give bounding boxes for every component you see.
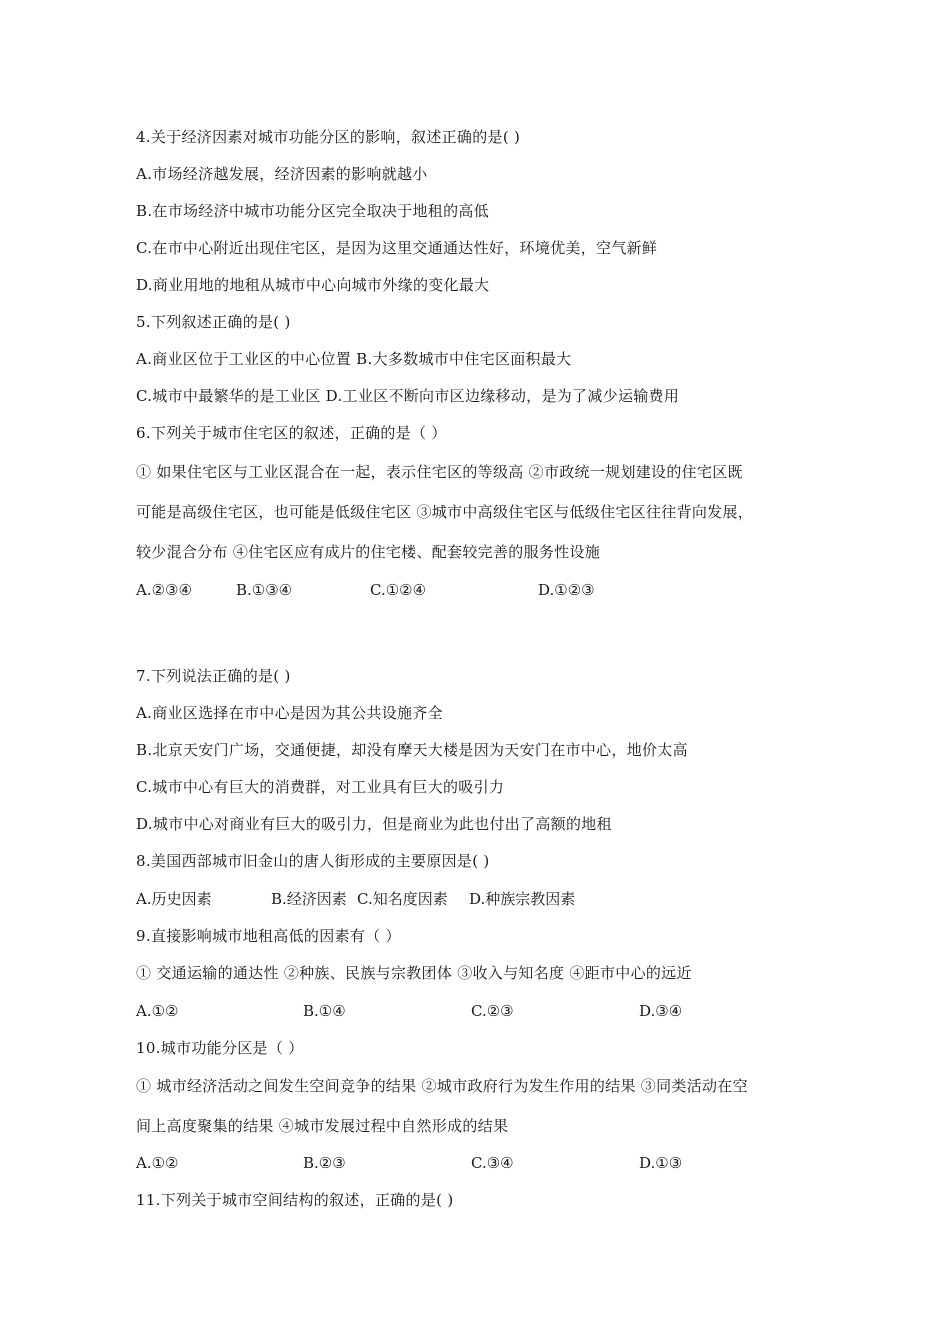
question-9-body-line-1: ① 交通运输的通达性 ②种族、民族与宗教团体 ③收入与知名度 ④距市中心的远近	[136, 964, 692, 982]
question-7-option-c: C.城市中心有巨大的消费群，对工业具有巨大的吸引力	[136, 778, 505, 796]
question-10-choice-a: A.①②	[136, 1154, 179, 1172]
question-7-option-b: B.北京天安门广场，交通便捷，却没有摩天大楼是因为天安门在市中心，地价太高	[136, 741, 688, 759]
question-8-choice-a: A.历史因素	[136, 890, 212, 908]
question-9-choice-a: A.①②	[136, 1002, 179, 1020]
question-10-choice-d: D.①③	[639, 1154, 683, 1172]
question-7-option-d: D.城市中心对商业有巨大的吸引力，但是商业为此也付出了高额的地租	[136, 815, 612, 833]
question-4-stem: 4.关于经济因素对城市功能分区的影响，叙述正确的是( )	[136, 128, 521, 146]
question-6-stem: 6.下列关于城市住宅区的叙述，正确的是（ ）	[136, 424, 447, 442]
question-10-body-line-2: 间上高度聚集的结果 ④城市发展过程中自然形成的结果	[136, 1117, 509, 1135]
question-9-choice-b: B.①④	[303, 1002, 346, 1020]
question-7-option-a: A.商业区选择在市中心是因为其公共设施齐全	[136, 704, 443, 722]
question-4-option-d: D.商业用地的地租从城市中心向城市外缘的变化最大	[136, 276, 490, 294]
question-8-choice-b: B.经济因素	[271, 890, 347, 908]
question-9-choice-d: D.③④	[639, 1002, 683, 1020]
question-10-choice-c: C.③④	[471, 1154, 514, 1172]
question-4-option-a: A.市场经济越发展，经济因素的影响就越小	[136, 165, 428, 183]
question-7-stem: 7.下列说法正确的是( )	[136, 667, 291, 685]
question-5-stem: 5.下列叙述正确的是( )	[136, 313, 291, 331]
question-6-choice-b: B.①③④	[236, 581, 293, 599]
question-6-body-line-1: ① 如果住宅区与工业区混合在一起，表示住宅区的等级高 ②市政统一规划建设的住宅区既	[136, 463, 743, 481]
question-9-stem: 9.直接影响城市地租高低的因素有（ ）	[136, 927, 401, 945]
question-8-choice-c: C.知名度因素	[357, 890, 448, 908]
question-6-choice-a: A.②③④	[136, 581, 192, 599]
question-6-choice-c: C.①②④	[370, 581, 427, 599]
question-6-choice-d: D.①②③	[538, 581, 595, 599]
question-8-choice-d: D.种族宗教因素	[469, 890, 576, 908]
question-10-stem: 10.城市功能分区是（ ）	[136, 1039, 304, 1057]
question-8-stem: 8.美国西部城市旧金山的唐人街形成的主要原因是( )	[136, 852, 490, 870]
question-10-choice-b: B.②③	[303, 1154, 346, 1172]
question-6-body-line-2: 可能是高级住宅区，也可能是低级住宅区 ③城市中高级住宅区与低级住宅区往往背向发展，	[136, 503, 754, 521]
question-4-option-c: C.在市中心附近出现住宅区，是因为这里交通通达性好，环境优美，空气新鲜	[136, 239, 658, 257]
question-5-options-cd: C.城市中最繁华的是工业区 D.工业区不断向市区边缘移动，是为了减少运输费用	[136, 387, 680, 405]
question-9-choice-c: C.②③	[471, 1002, 514, 1020]
question-6-body-line-3: 较少混合分布 ④住宅区应有成片的住宅楼、配套较完善的服务性设施	[136, 543, 601, 561]
question-10-body-line-1: ① 城市经济活动之间发生空间竞争的结果 ②城市政府行为发生作用的结果 ③同类活动在空	[136, 1077, 748, 1095]
question-4-option-b: B.在市场经济中城市功能分区完全取决于地租的高低	[136, 202, 489, 220]
question-11-stem: 11.下列关于城市空间结构的叙述，正确的是( )	[136, 1191, 454, 1209]
question-5-options-ab: A.商业区位于工业区的中心位置 B.大多数城市中住宅区面积最大	[136, 350, 572, 368]
